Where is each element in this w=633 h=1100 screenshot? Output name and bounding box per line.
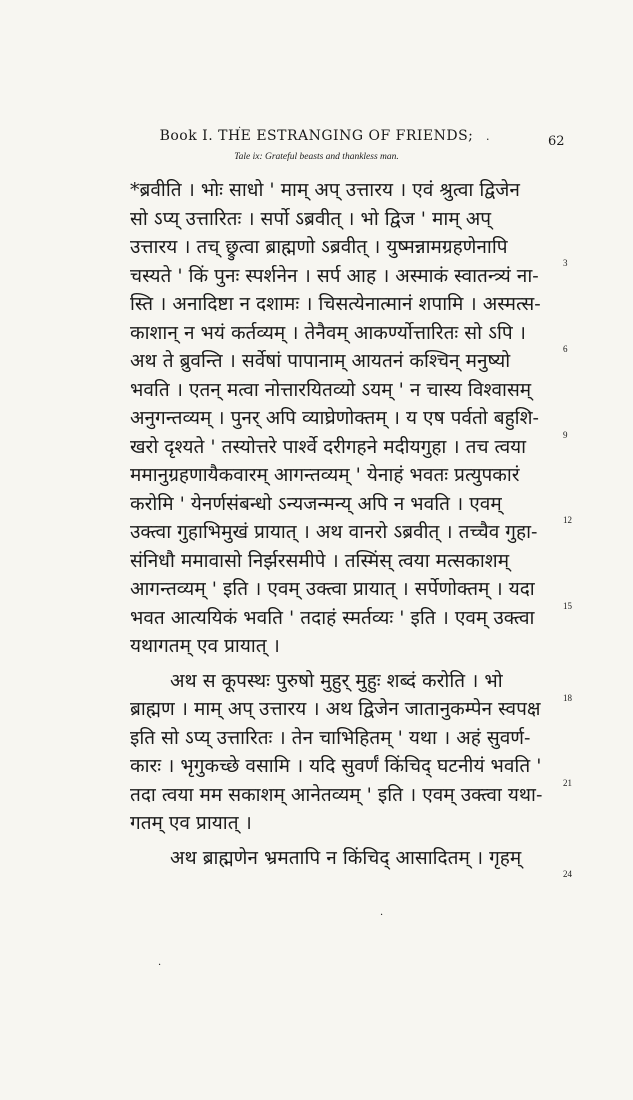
text-line: अथ ते ब्रुवन्ति । सर्वेषां पापानाम् आयतनं कश्चिन् मनुष्यो [130, 350, 511, 372]
line-number: 15 [563, 601, 572, 611]
text-line: गतम् एव प्रायात् । [130, 812, 252, 834]
line-number: 12 [563, 515, 572, 525]
text-line: अथ ब्राह्मणेन भ्रमतापि न किंचिद् आसादितम् । गृहम् [170, 846, 522, 869]
paragraph-1 [130, 176, 560, 661]
text-line: तदा त्वया मम सकाशम् आनेतव्यम् ' इति । एवम् उक्त्वा यथा- [130, 783, 543, 806]
running-title: Book I. THE ESTRANGING OF FRIENDS; [159, 128, 474, 144]
text-line: कारः । भृगुकच्छे वसामि । यदि सुवर्णं किंचिद् घटनीयं भवति ' [130, 755, 542, 777]
line-number: 3 [563, 258, 568, 268]
text-line: उक्त्वा गुहाभिमुखं प्रायात् । अथ वानरो ऽब्रवीत् । तच्चैव गुहा- [130, 521, 538, 543]
text-line: काशान् न भयं कर्तव्यम् । तेनैवम् आकर्ण्योत्तारितः सो ऽपि । [130, 321, 526, 344]
line-number: 6 [563, 344, 568, 354]
text-line: संनिधौ ममावासो निर्झरसमीपे । तस्मिंस् त्वया मत्सकाशम् [130, 549, 510, 572]
text-line: उत्तारय । तच् छ्रुत्वा ब्राह्मणो ऽब्रवीत् । युष्मन्नामग्रहणेनापि [130, 236, 508, 258]
text-line: इति सो ऽप्य् उत्तारितः । तेन चाभिहितम् ' यथा । अहं सुवर्ण- [130, 726, 531, 749]
header-dot-mark: · [486, 133, 490, 146]
sub-title: Tale ix: Grateful beasts and thankless man. [234, 152, 399, 162]
text-line: आगन्तव्यम् ' इति । एवम् उक्त्वा प्रायात् । सर्पेणोक्तम् । यदा [130, 578, 535, 600]
side-dot-mark: · [158, 960, 162, 971]
text-line: चस्यते ' किं पुनः स्पर्शनेन । सर्प आह । अस्माकं स्वातन्त्र्यं ना- [130, 264, 539, 287]
text-line: अथ स कूपस्थः पुरुषो मुहुर् मुहुः शब्दं करोति । भो [170, 669, 503, 692]
text-line: भवति । एतन् मत्वा नोत्तारयितव्यो ऽयम् ' न चास्य विश्वासम् [130, 378, 532, 401]
text-line: भवत आत्ययिकं भवति ' तदाहं स्मर्तव्यः ' इति । एवम् उक्त्वा [130, 606, 535, 629]
line-number: 9 [563, 430, 568, 440]
top-dot-mark: . [238, 120, 242, 131]
text-line: ममानुग्रहणायैकवारम् आगन्तव्यम् ' येनाहं भवतः प्रत्युपकारं [130, 464, 520, 486]
text-line: ब्राह्मण । माम् अप् उत्तारय । अथ द्विजेन जातानुकम्पेन स्वपक्ष [130, 698, 541, 720]
folio-number: 62 [548, 134, 565, 149]
text-line: करोमि ' येनर्णसंबन्धो ऽन्यजन्मन्य् अपि न भवति । एवम् [130, 492, 502, 515]
text-line: *ब्रवीति । भोः साधो ' माम् अप् उत्तारय । एवं श्रुत्वा द्विजेन [130, 179, 520, 201]
paragraph-2 [130, 667, 560, 838]
text-line: खरो दृश्यते ' तस्योत्तरे पार्श्वे दरीगहने मदीयगुहा । तच त्वया [130, 435, 527, 458]
text-block [130, 176, 560, 872]
bottom-dot-mark: · [380, 910, 384, 921]
text-line: अनुगन्तव्यम् । पुनर् अपि व्याघ्रेणोक्तम् । य एष पर्वतो बहुशि- [130, 407, 539, 429]
line-number: 21 [563, 778, 572, 788]
text-line: यथागतम् एव प्रायात् । [130, 635, 280, 657]
line-number: 18 [563, 693, 572, 703]
text-line: स्ति । अनादिष्टा न दशामः । चिसत्येनात्मानं शपामि । अस्मत्स- [130, 293, 541, 315]
line-number: 24 [563, 869, 572, 879]
paragraph-3 [130, 844, 560, 873]
text-line: सो ऽप्य् उत्तारितः । सर्पो ऽब्रवीत् । भो द्विज ' माम् अप् [130, 207, 492, 230]
